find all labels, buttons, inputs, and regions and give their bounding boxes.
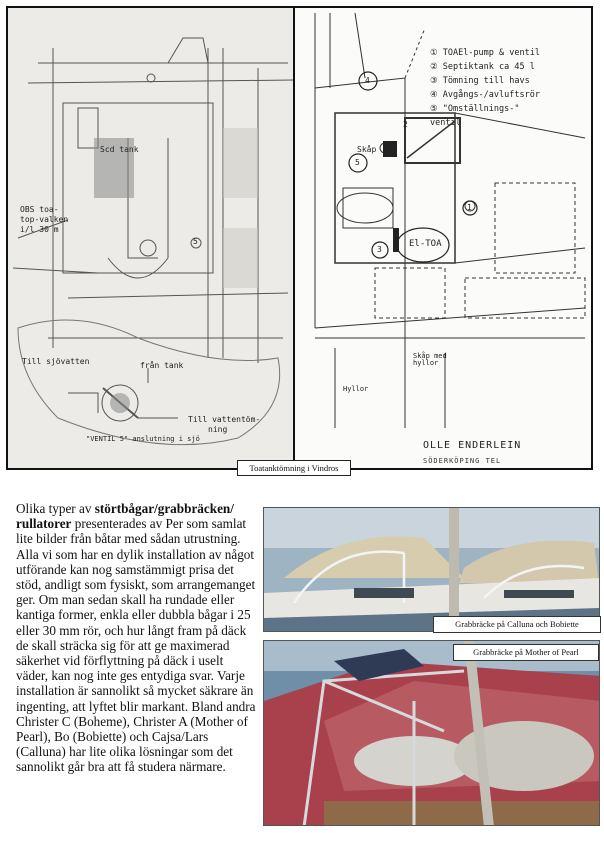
- legend-item-2: ② Septiktank ca 45 l: [430, 62, 535, 72]
- drawing-subsignature: SÖDERKÖPING TEL: [423, 457, 502, 465]
- plan-number-2: 2: [403, 120, 408, 129]
- ning-label: ning: [208, 425, 228, 434]
- obs-note-line1: OBS toa-: [20, 205, 59, 214]
- legend-item-1: ① TOAEl-pump & ventil: [430, 48, 540, 58]
- legend-item-3: ③ Tömning till havs: [430, 76, 530, 86]
- photo-calluna-bobiette: [263, 507, 600, 632]
- legend-item-4: ④ Avgångs-/avluftsrör: [430, 90, 540, 100]
- obs-note-line2: top-valken: [20, 215, 69, 224]
- number-5-label: 5: [193, 237, 198, 246]
- sketch-legend: [430, 48, 590, 132]
- fran-tank-label: från tank: [140, 361, 184, 370]
- photo-mother-of-pearl: [263, 640, 600, 826]
- photo-1-image: [264, 508, 600, 632]
- skap-label: Skåp: [357, 145, 377, 154]
- legend-item-5: ⑤ "Omställnings-": [430, 104, 520, 114]
- figure-caption: Toatanktömning i Vindros: [237, 460, 351, 476]
- photo-2-caption: Grabbräcke på Mother of Pearl: [453, 644, 599, 661]
- ventil5-note: "VENTIL 5" anslutning i sjö: [86, 435, 200, 443]
- obs-note-line3: i/l 30 m: [20, 225, 59, 234]
- article-text: [16, 501, 256, 775]
- sketch-figure: [6, 6, 593, 473]
- skap-med-hyllor-label: Skåp med hyllor: [413, 352, 447, 367]
- article-intro: Olika typer av: [16, 501, 95, 516]
- legend-item-5-cont: ventil: [430, 118, 461, 128]
- plan-number-3: 3: [377, 245, 382, 254]
- plan-sketch-right: [295, 8, 591, 468]
- photo-1-caption: Grabbräcke på Calluna och Bobiette: [433, 616, 601, 633]
- scd-tank-label: Scd tank: [100, 145, 139, 154]
- plan-number-1: 1: [467, 203, 472, 212]
- article-topic: störtbågar/grabbräcken/ rullatorer: [16, 501, 234, 532]
- el-toa-label: El-TOA: [409, 239, 442, 249]
- photo-2-image: [264, 641, 600, 826]
- till-sjovatten-label: Till sjövatten: [22, 357, 90, 366]
- drawing-signature: OLLE ENDERLEIN: [423, 440, 522, 451]
- article-body: presenterades av Per som samlat lite bilder från båtar med sådan utrustning. Alla vi som har en dylik installation av något utförande kan nog samstämmigt prisa det stöd, andligt som fysiskt, som arrangemanget ger. Om man sedan skall ha rundade eller kantiga former, enkla eller dubbla bågar i 25 eller 30 mm rör, och hur långt fram på däck de skall sträcka sig för att ge maximerad säkerhet vid förflyttning på däck i uselt väder, kan nog inte ges entydiga svar. Varje installation är sannolikt så mycket säkrare än ingenting, att lyftet blir markant. Bland andra Christer C (Boheme), Christer A (Mother of Pearl), Bo (Bobiette) och Cajsa/Lars (Calluna) har lite olika lösningar som det sannolikt går bra att få studera närmare.: [16, 516, 256, 775]
- tank-sketch-left: [8, 8, 293, 468]
- plan-number-5: 5: [355, 158, 360, 167]
- plan-number-4: 4: [365, 76, 370, 85]
- tank-sketch-drawing: [8, 8, 293, 468]
- hyllor-label: Hyllor: [343, 385, 369, 393]
- till-vattentom-label: Till vattentöm-: [188, 415, 261, 424]
